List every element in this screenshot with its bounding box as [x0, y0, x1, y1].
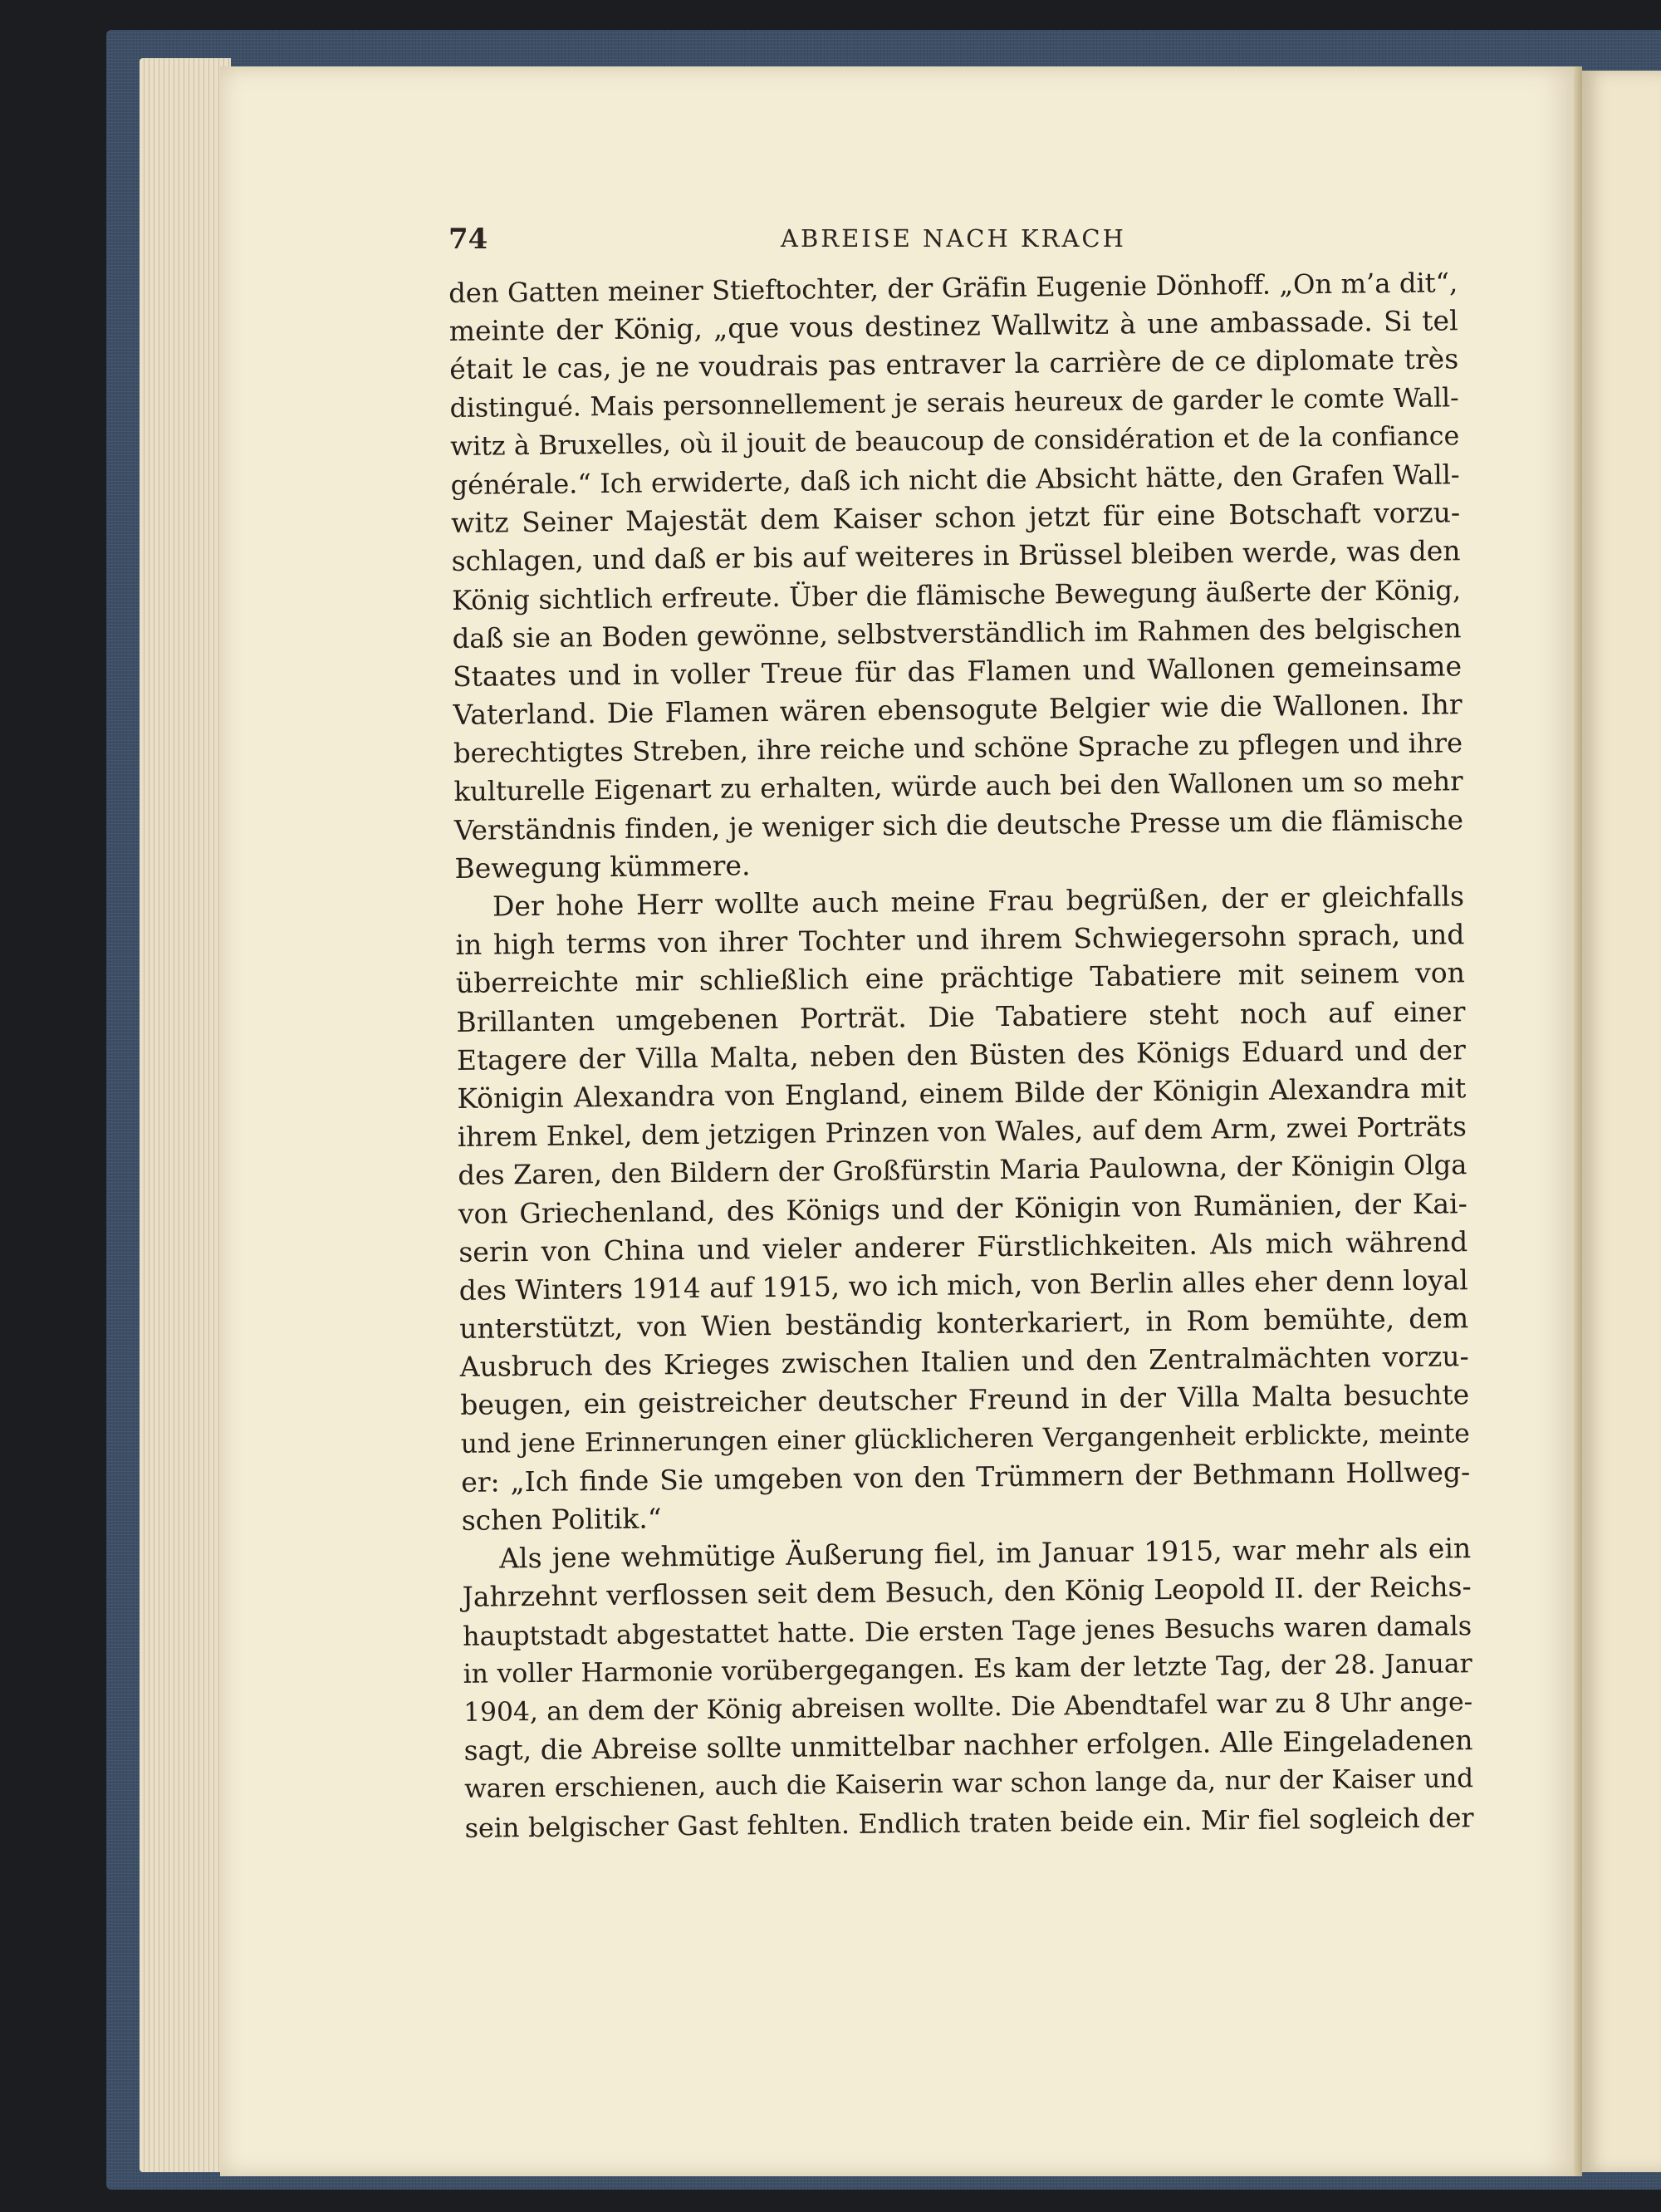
text-line: Brillanten umgebenen Porträt. Die Tabatiere steht noch auf einer	[456, 994, 1466, 1038]
text-line: von Griechenland, des Königs und der Königin von Rumänien, der Kai-	[458, 1186, 1467, 1230]
gutter	[1574, 66, 1582, 2176]
text-line: er: „Ich finde Sie umgeben von den Trümmern der Bethmann Hollweg-	[461, 1455, 1471, 1498]
text-line: sagt, die Abreise sollte unmittelbar nachher erfolgen. Alle Eingeladenen	[463, 1724, 1473, 1768]
text-line: berechtigtes Streben, ihre reiche und schöne Sprache zu pflegen und ihre	[453, 727, 1463, 770]
text-line: Jahrzehnt verflossen seit dem Besuch, den König Leopold II. der Reichs-	[462, 1570, 1472, 1614]
text-line: générale.“ Ich erwiderte, daß ich nicht die Absicht hätte, den Grafen Wall-	[450, 459, 1460, 501]
page-number: 74	[448, 223, 488, 256]
text-line: Der hohe Herr wollte auch meine Frau begrüßen, der er gleichfalls	[492, 880, 1465, 923]
text-line: Ausbruch des Krieges zwischen Italien und den Zentralmächten vorzu-	[459, 1340, 1469, 1384]
page-edges	[140, 58, 231, 2172]
running-head: ABREISE NACH KRACH	[781, 224, 1126, 253]
body-text	[448, 263, 1474, 1847]
text-line: des Zaren, den Bildern der Großfürstin Maria Paulowna, der Königin Olga	[458, 1149, 1467, 1192]
text-line: Als jene wehmütige Äußerung fiel, im Januar 1915, war mehr als ein	[498, 1532, 1472, 1575]
facing-page	[1582, 71, 1661, 2172]
text-line: Etagere der Villa Malta, neben den Büsten des Königs Eduard und der	[456, 1032, 1467, 1077]
text-line: Königin Alexandra von England, einem Bilde der Königin Alexandra mit	[457, 1072, 1467, 1115]
text-line: des Winters 1914 auf 1915, wo ich mich, von Berlin alles eher denn loyal	[458, 1264, 1468, 1307]
text-line: kulturelle Eigenart zu erhalten, würde auch bei den Wallonen um so mehr	[453, 765, 1463, 808]
text-line: schen Politik.“	[461, 1502, 662, 1537]
text-line: in high terms von ihrer Tochter und ihrem Schwiegersohn sprach, und	[455, 918, 1465, 962]
text-line: serin von China und vieler anderer Fürstlichkeiten. Als mich während	[458, 1224, 1468, 1268]
text-line: meinte der König, „que vous destinez Wallwitz à une ambassade. Si tel	[448, 304, 1458, 348]
text-line: König sichtlich erfreute. Über die flämische Bewegung äußerte der König,	[451, 573, 1462, 616]
text-line: waren erschienen, auch die Kaiserin war schon lange da, nur der Kaiser und	[463, 1763, 1474, 1805]
text-line: était le cas, je ne voudrais pas entraver la carrière de ce diplomate très	[448, 342, 1459, 386]
text-line: und jene Erinnerungen einer glücklicheren Vergangenheit erblickte, meinte	[460, 1418, 1470, 1459]
text-line: witz Seiner Majestät dem Kaiser schon jetzt für eine Botschaft vorzu-	[450, 496, 1461, 540]
text-line: den Gatten meiner Stieftochter, der Gräfin Eugenie Dönhoff. „On m’a dit“,	[448, 267, 1458, 309]
text-line: überreichte mir schließlich eine prächtige Tabatiere mit seinem von	[455, 956, 1466, 1000]
text-line: in voller Harmonie vorübergegangen. Es kam der letzte Tag, der 28. Januar	[463, 1648, 1472, 1690]
text-line: beugen, ein geistreicher deutscher Freund in der Villa Malta besuchte	[460, 1378, 1470, 1422]
text-line: Staates und in voller Treue für das Flamen und Wallonen gemeinsame	[452, 650, 1463, 693]
text-line: Bewegung kümmere.	[454, 849, 751, 885]
text-line: 1904, an dem der König abreisen wollte. Die Abendtafel war zu 8 Uhr ange-	[463, 1687, 1473, 1728]
text-line: Verständnis finden, je weniger sich die deutsche Presse um die flämische	[453, 803, 1464, 846]
text-line: distingué. Mais personnellement je serais heureux de garder le comte Wall-	[449, 382, 1459, 424]
text-line: daß sie an Boden gewönne, selbstverständlich im Rahmen des belgischen	[452, 611, 1462, 655]
text-line: sein belgischer Gast fehlten. Endlich traten beide ein. Mir fiel sogleich der	[464, 1801, 1474, 1844]
text-line: hauptstadt abgestattet hatte. Die ersten Tage jenes Besuchs waren damals	[462, 1609, 1472, 1652]
text-line: witz à Bruxelles, où il jouit de beaucoup de considération et de la confiance	[449, 421, 1460, 462]
text-line: unterstützt, von Wien beständig konterkariert, in Rom bemühte, dem	[459, 1302, 1469, 1345]
text-line: Vaterland. Die Flamen wären ebensogute Belgier wie die Wallonen. Ihr	[453, 688, 1463, 732]
text-line: ihrem Enkel, dem jetzigen Prinzen von Wales, auf dem Arm, zwei Porträts	[457, 1111, 1467, 1154]
text-line: schlagen, und daß er bis auf weiteres in Brüssel bleiben werde, was den	[451, 534, 1461, 578]
